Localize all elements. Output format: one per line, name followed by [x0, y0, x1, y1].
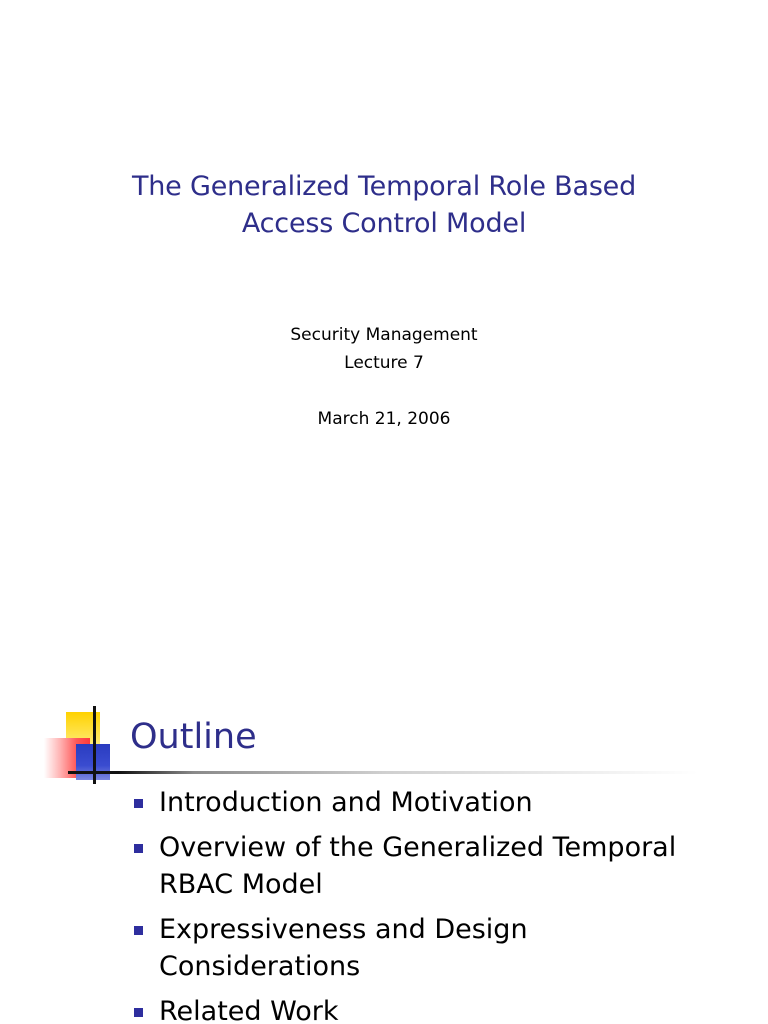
list-item-line-2: RBAC Model — [159, 869, 323, 900]
list-item — [0, 911, 768, 985]
bullet-square-icon — [134, 1008, 143, 1017]
outline-slide — [0, 680, 768, 1024]
horizontal-rule — [68, 771, 698, 774]
bullet-square-icon — [134, 926, 143, 935]
outline-list — [0, 784, 768, 1024]
slide-title — [0, 168, 768, 242]
lecture-number: Lecture 7 — [344, 353, 424, 373]
bullet-square-icon — [134, 799, 143, 808]
list-item — [0, 829, 768, 903]
slide-title-line-2: Access Control Model — [241, 208, 527, 239]
outline-title: Outline — [130, 717, 257, 757]
lecture-date: March 21, 2006 — [317, 409, 451, 429]
list-item-line-2: Considerations — [159, 951, 361, 982]
bullet-square-icon — [134, 844, 143, 853]
course-name: Security Management — [290, 325, 478, 345]
slide-title-line-1: The Generalized Temporal Role Based — [131, 171, 637, 202]
list-item-line-1: Expressiveness and Design — [159, 914, 528, 945]
list-item — [0, 784, 768, 821]
list-item-line-1: Introduction and Motivation — [159, 787, 533, 818]
list-item-line-1: Overview of the Generalized Temporal — [159, 832, 677, 863]
slide-subtitle — [0, 321, 768, 377]
decorative-blocks-logo — [0, 680, 140, 790]
list-item — [0, 993, 768, 1024]
list-item-line-1: Related Work — [159, 996, 339, 1024]
